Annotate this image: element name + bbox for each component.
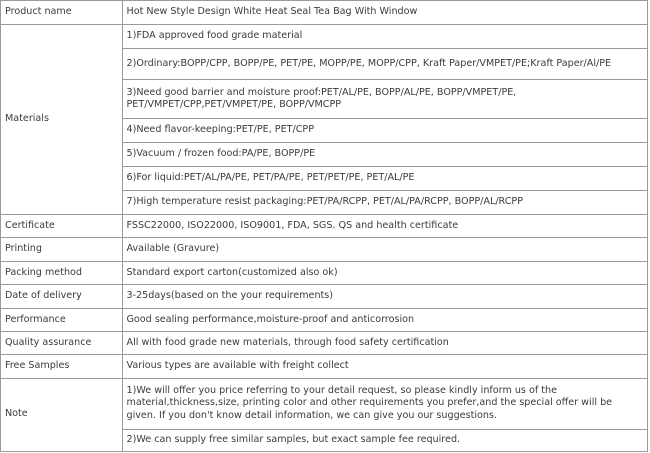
table-row-free-samples	[1, 355, 648, 378]
materials-label: Materials	[1, 25, 123, 215]
date-of-delivery-label: Date of delivery	[1, 285, 123, 308]
materials-item: 6)For liquid:PET/AL/PA/PE, PET/PA/PE, PET/PET/PE, PET/AL/PE	[122, 167, 648, 191]
printing-label: Printing	[1, 238, 123, 261]
materials-item: 2)Ordinary:BOPP/CPP, BOPP/PE, PET/PE, MOPP/PE, MOPP/CPP, Kraft Paper/VMPET/PE;Kraft Paper/Al/PE	[122, 49, 648, 80]
table-row-product-name	[1, 1, 648, 25]
certificate-value: FSSC22000, ISO22000, ISO9001, FDA, SGS. QS and health certificate	[122, 215, 648, 238]
quality-assurance-value: All with food grade new materials, through food safety certification	[122, 331, 648, 354]
note-label: Note	[1, 378, 123, 451]
performance-value: Good sealing performance,moisture-proof and anticorrosion	[122, 308, 648, 331]
table-row-performance	[1, 308, 648, 331]
table-row-date-of-delivery	[1, 285, 648, 308]
table-row-quality-assurance	[1, 331, 648, 354]
materials-item: 4)Need flavor-keeping:PET/PE, PET/CPP	[122, 119, 648, 143]
materials-item: 7)High temperature resist packaging:PET/PA/RCPP, PET/AL/PA/RCPP, BOPP/AL/RCPP	[122, 191, 648, 215]
table-row-note	[1, 378, 648, 429]
free-samples-label: Free Samples	[1, 355, 123, 378]
materials-item: 3)Need good barrier and moisture proof:PET/AL/PE, BOPP/AL/PE, BOPP/VMPET/PE, PET/VMPET/CPP,PET/VMPET/PE, BOPP/VMCPP	[122, 80, 648, 119]
packing-method-label: Packing method	[1, 261, 123, 284]
table-row-materials	[1, 25, 648, 49]
table-row-printing	[1, 238, 648, 261]
table-row-certificate	[1, 215, 648, 238]
note-item: 1)We will offer you price referring to your detail request, so please kindly inform us of the material,thickness,size, printing color and other requirements you prefer,and the special offer will be given. If you don't know detail information, we can give you our suggestions.	[122, 378, 648, 429]
certificate-label: Certificate	[1, 215, 123, 238]
packing-method-value: Standard export carton(customized also ok)	[122, 261, 648, 284]
printing-value: Available (Gravure)	[122, 238, 648, 261]
note-item: 2)We can supply free similar samples, but exact sample fee required.	[122, 429, 648, 451]
performance-label: Performance	[1, 308, 123, 331]
quality-assurance-label: Quality assurance	[1, 331, 123, 354]
free-samples-value: Various types are available with freight collect	[122, 355, 648, 378]
product-name-label: Product name	[1, 1, 123, 25]
table-row-packing-method	[1, 261, 648, 284]
materials-item: 5)Vacuum / frozen food:PA/PE, BOPP/PE	[122, 143, 648, 167]
materials-item: 1)FDA approved food grade material	[122, 25, 648, 49]
date-of-delivery-value: 3-25days(based on the your requirements)	[122, 285, 648, 308]
product-name-value: Hot New Style Design White Heat Seal Tea Bag With Window	[122, 1, 648, 25]
